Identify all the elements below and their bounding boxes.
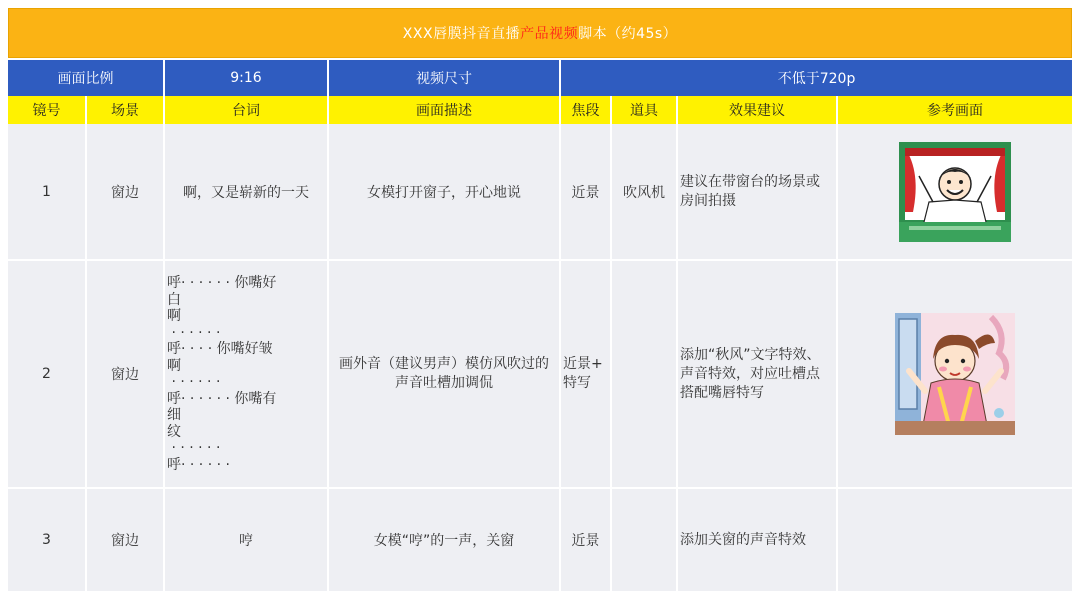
scene: 窗边: [86, 260, 164, 488]
effects-line: 房间拍摄: [680, 192, 736, 209]
props: [611, 488, 677, 592]
dialogue-line: · · · · · ·: [167, 374, 221, 390]
sheet-title: [8, 8, 1072, 58]
description: 女模打开窗子，开心地说: [328, 124, 560, 260]
dialogue-line: 啊: [167, 308, 181, 324]
ratio-value: 9:16: [164, 60, 328, 96]
effects: [677, 488, 837, 592]
description-line: 画外音（建议男声）模仿风吹过的: [339, 356, 549, 372]
header-shot-no: 镜号: [8, 96, 86, 124]
reference-cell: [837, 488, 1072, 592]
dialogue-line: 呼· · · · 你嘴好皱: [167, 341, 273, 357]
shot-no: 1: [8, 124, 86, 260]
man-at-window-illustration: [899, 142, 1011, 242]
effects-line: 添加“秋风”文字特效、: [680, 346, 821, 363]
dialogue: 哼: [164, 488, 328, 592]
title-prefix: XXX唇膜抖音直播: [402, 26, 521, 42]
meta-row: [8, 60, 1072, 96]
dialogue-line: · · · · · ·: [167, 440, 221, 456]
header-focal: 焦段: [560, 96, 611, 124]
size-value: 不低于720p: [560, 60, 1072, 96]
effects-line: 建议在带窗台的场景或: [680, 173, 820, 190]
header-row: [8, 96, 1072, 124]
girl-at-window-illustration: [895, 313, 1015, 435]
header-scene: 场景: [86, 96, 164, 124]
focal: [560, 260, 611, 488]
header-props: 道具: [611, 96, 677, 124]
dialogue-line: 呼· · · · · · 你嘴有: [167, 390, 277, 407]
header-effects: 效果建议: [677, 96, 837, 124]
title-highlight: 产品视频: [520, 26, 579, 42]
header-reference: 参考画面: [837, 96, 1072, 124]
dialogue: [164, 260, 328, 488]
effects: [677, 124, 837, 260]
script-table: [8, 60, 1072, 593]
effects-line: 声音特效，对应吐槽点: [680, 365, 820, 382]
focal-line: 特写: [563, 375, 591, 391]
focal: 近景: [560, 124, 611, 260]
effects: [677, 260, 837, 488]
effects-line: 添加关窗的声音特效: [680, 531, 806, 548]
effects-line: 搭配嘴唇特写: [680, 384, 764, 401]
props: [611, 260, 677, 488]
title-suffix: 脚本（约45s）: [578, 26, 678, 42]
dialogue-line: 呼· · · · · · 你嘴好: [167, 275, 277, 291]
table-row: [8, 124, 1072, 260]
ratio-label: 画面比例: [8, 60, 164, 96]
dialogue-line: 细: [167, 407, 181, 423]
description: [328, 260, 560, 488]
size-label: 视频尺寸: [328, 60, 560, 96]
shot-no: 2: [8, 260, 86, 488]
focal-line: 近景+: [563, 356, 603, 372]
dialogue-line: 纹: [167, 423, 181, 440]
reference-cell: [837, 124, 1072, 260]
focal: 近景: [560, 488, 611, 592]
shot-no: 3: [8, 488, 86, 592]
props: 吹风机: [611, 124, 677, 260]
dialogue-line: 呼· · · · · ·: [167, 456, 230, 473]
scene: 窗边: [86, 488, 164, 592]
dialogue-line: · · · · · ·: [167, 324, 221, 341]
description-line: 声音吐槽加调侃: [395, 375, 493, 391]
header-lines: 台词: [164, 96, 328, 124]
dialogue-line: 白: [167, 291, 181, 308]
dialogue-line: 啊: [167, 357, 181, 374]
script-sheet: [8, 8, 1072, 593]
scene: 窗边: [86, 124, 164, 260]
table-row: [8, 260, 1072, 488]
description: 女模“哼”的一声，关窗: [328, 488, 560, 592]
header-description: 画面描述: [328, 96, 560, 124]
reference-cell: [837, 260, 1072, 488]
table-row: [8, 488, 1072, 592]
dialogue: 啊，又是崭新的一天: [164, 124, 328, 260]
